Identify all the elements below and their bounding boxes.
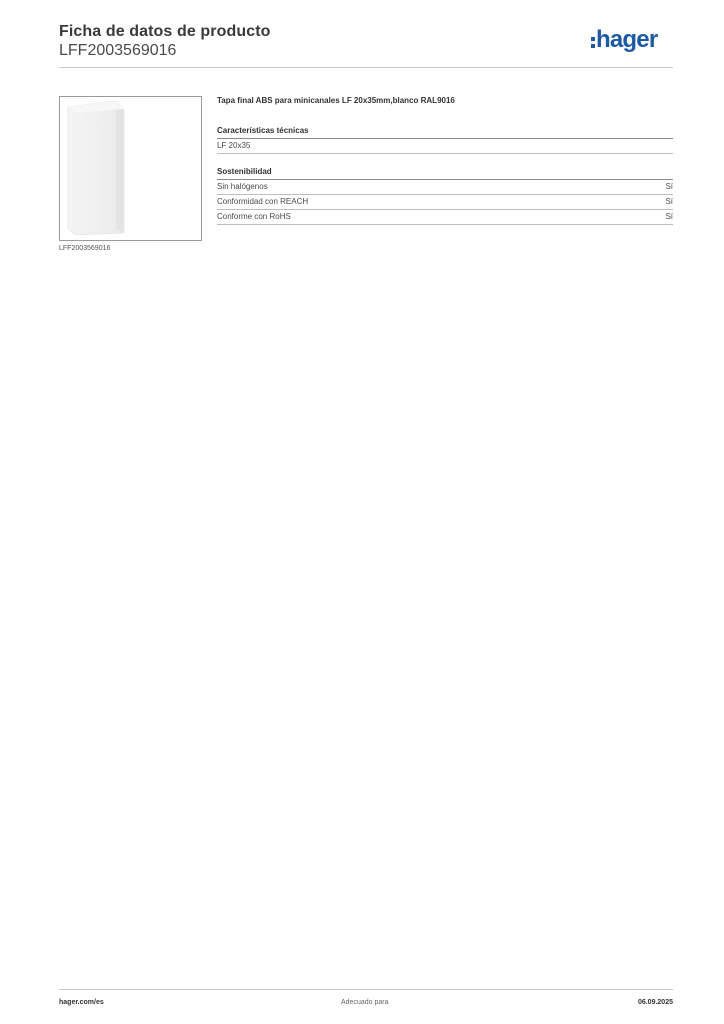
hager-logo (591, 26, 657, 54)
row-value: Sí (665, 197, 673, 206)
row-value: Sí (665, 182, 673, 191)
row-value: Sí (665, 212, 673, 221)
table-row (217, 139, 673, 154)
row-label: Sin halógenos (217, 182, 268, 191)
footer-website-link[interactable]: hager.com/es (59, 999, 104, 1006)
row-label: Conforme con RoHS (217, 212, 291, 221)
end-cap-image (64, 99, 132, 235)
footer-divider (59, 989, 673, 990)
product-details (217, 96, 673, 225)
table-row (217, 195, 673, 210)
table-row (217, 180, 673, 195)
row-label: LF 20x35 (217, 141, 251, 150)
image-caption: LFF2003569016 (59, 245, 111, 252)
product-reference: LFF2003569016 (59, 42, 177, 59)
document-header (59, 22, 271, 60)
technical-section-title: Características técnicas (217, 126, 673, 139)
sustainability-section-title: Sostenibilidad (217, 167, 673, 180)
document-title: Ficha de datos de producto (59, 23, 271, 40)
logo-dots-icon (591, 37, 595, 48)
footer-note: Adecuado para (341, 999, 389, 1006)
table-row (217, 210, 673, 225)
product-title: Tapa final ABS para minicanales LF 20x35mm,blanco RAL9016 (217, 96, 455, 105)
row-label: Conformidad con REACH (217, 197, 309, 206)
product-image (59, 96, 202, 241)
footer-date: 06.09.2025 (637, 999, 673, 1006)
header-divider (59, 67, 673, 68)
logo-text: hager (596, 26, 658, 53)
